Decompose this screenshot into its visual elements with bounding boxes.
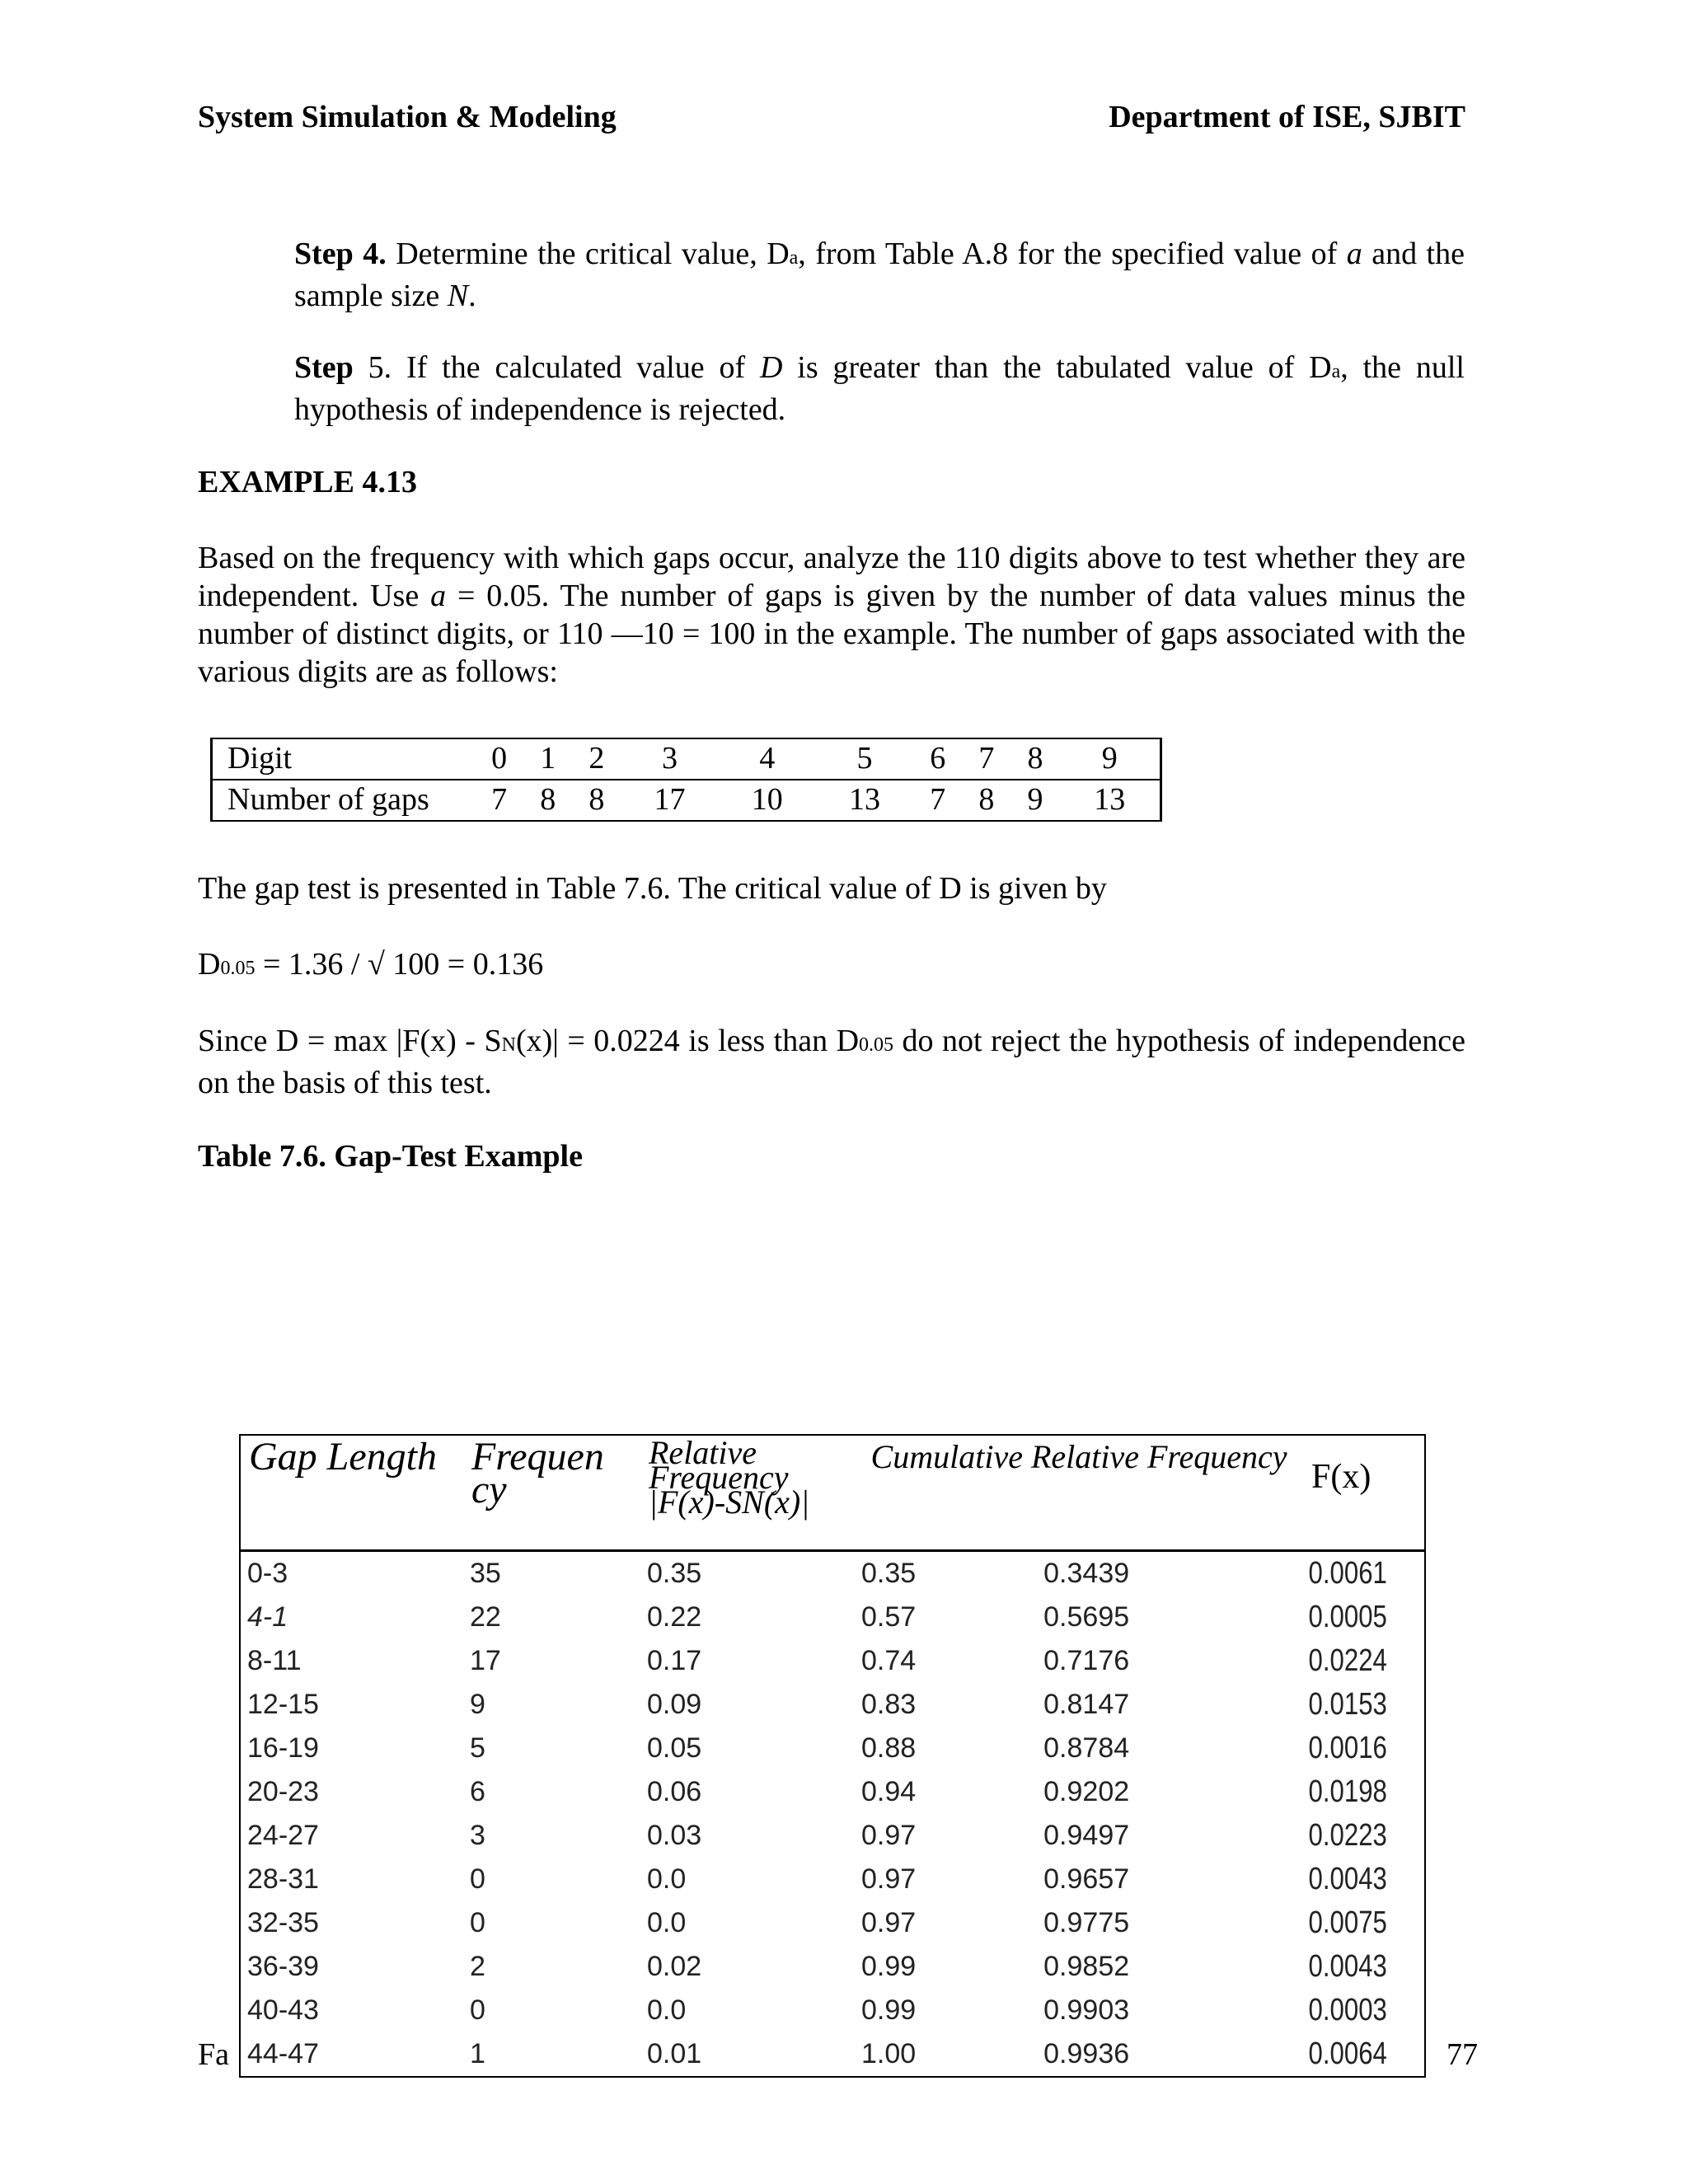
table-cell: 9: [1060, 738, 1161, 780]
table-cell: 13: [816, 780, 913, 821]
table-row: [240, 1989, 1425, 2032]
table-row: [240, 1727, 1425, 1770]
table-cell: 44-47: [240, 2032, 463, 2077]
table-cell: 0.05: [647, 1732, 702, 1764]
table-cell: 0.0005: [1303, 1596, 1403, 1639]
table-cell: 0: [470, 1863, 485, 1895]
table-cell: 7: [962, 738, 1010, 780]
table-cell: 2: [572, 738, 621, 780]
table-row: [240, 1901, 1425, 1945]
table-row: [240, 1639, 1425, 1683]
table-row: [240, 2032, 1425, 2077]
table-row: [240, 1596, 1425, 1639]
step-5-paragraph: Step 5. If the calculated value of D is greater than the tabulated value of Da, the null hypothesis of independence is rejected.: [294, 350, 1465, 427]
row-label: Digit: [212, 738, 476, 780]
table-caption: Table 7.6. Gap-Test Example: [198, 1139, 583, 1174]
table-cell: 36-39: [240, 1945, 463, 1989]
table-cell: 8-11: [240, 1639, 463, 1683]
table-cell: 0.57: [861, 1601, 917, 1633]
table-header-row: [240, 1435, 1425, 1551]
table-cell: 0.99: [861, 1951, 917, 1982]
table-cell: 7: [913, 780, 962, 821]
table-row: [240, 1814, 1425, 1858]
table-cell: 0.97: [861, 1907, 917, 1938]
table-cell: 8: [1010, 738, 1059, 780]
table-row: [240, 1683, 1425, 1727]
table-cell: 0.0: [647, 1907, 687, 1938]
table-cell: 0.97: [861, 1863, 917, 1895]
column-header: Cumulative Relative Frequency: [855, 1435, 1303, 1551]
column-header: Gap Length: [240, 1435, 463, 1551]
table-cell: 0.0016: [1303, 1727, 1403, 1770]
table-cell: 6: [913, 738, 962, 780]
table-cell: 0.01: [640, 2032, 855, 2077]
table-cell: 8: [523, 780, 572, 821]
table-cell: 0.35: [861, 1558, 917, 1589]
table-cell: 2: [470, 1951, 485, 1982]
table-cell: 0.0043: [1303, 1858, 1403, 1901]
table-cell: 0.9936: [1037, 2032, 1303, 2077]
table-cell: 0.0043: [1303, 1945, 1403, 1989]
critical-value-formula: D0.05 = 1.36 / √ 100 = 0.136: [198, 947, 544, 982]
table-cell: 1: [463, 2032, 640, 2077]
table-cell: 0.0061: [1303, 1551, 1403, 1596]
table-cell: 0.0: [647, 1994, 687, 2026]
table-cell: 35: [470, 1558, 501, 1589]
step-4-paragraph: Step 4. Determine the critical value, Da, from Table A.8 for the specified value of a and the sample size N.: [294, 237, 1465, 313]
footer-left: Fa: [198, 2037, 229, 2072]
table-cell: 0.99: [861, 1994, 917, 2026]
table-cell: 0.8784: [1043, 1732, 1130, 1764]
table-cell: 0.9775: [1043, 1907, 1130, 1938]
table-cell: 4: [719, 738, 816, 780]
table-cell: 1: [523, 738, 572, 780]
table-cell: 16-19: [240, 1727, 463, 1770]
table-cell: 0.0003: [1303, 1989, 1403, 2032]
table-cell: 9: [470, 1689, 485, 1720]
table-row: [240, 1858, 1425, 1901]
table-cell: 4-1: [240, 1596, 463, 1639]
table-cell: 0.06: [647, 1776, 702, 1807]
table-cell: 0.9657: [1043, 1863, 1130, 1895]
table-cell: 0.94: [861, 1776, 917, 1807]
table-row: [240, 1945, 1425, 1989]
table-cell: 0: [470, 1907, 485, 1938]
table-cell: 22: [470, 1601, 501, 1633]
table-cell: 17: [621, 780, 718, 821]
table-cell: 0.0153: [1303, 1683, 1403, 1727]
table-cell: 0.0223: [1303, 1814, 1403, 1858]
table-cell: 0.7176: [1043, 1645, 1130, 1676]
table-cell: 0.9202: [1043, 1776, 1130, 1807]
table-cell: 0.22: [647, 1601, 702, 1633]
table-cell: 0: [475, 738, 523, 780]
table-cell: 0.09: [647, 1689, 702, 1720]
table-row: [212, 780, 1161, 821]
table-cell: 0.0198: [1303, 1770, 1403, 1814]
gap-test-table: [239, 1434, 1426, 2078]
table-cell: 28-31: [240, 1858, 463, 1901]
table-cell: 0.17: [647, 1645, 702, 1676]
table-cell: 6: [470, 1776, 485, 1807]
step-5-label: Step: [294, 350, 354, 385]
conclusion-paragraph: Since D = max |F(x) - SN(x)| = 0.0224 is less than D0.05 do not reject the hypothesis of independence on the basis of this test.: [198, 1024, 1466, 1100]
table-cell: 3: [470, 1820, 485, 1851]
table-cell: 7: [475, 780, 523, 821]
table-cell: 0.97: [861, 1820, 917, 1851]
table-row: [212, 738, 1161, 780]
table-cell: 9: [1010, 780, 1059, 821]
column-header: F(x): [1303, 1435, 1425, 1551]
gap-test-sentence: The gap test is presented in Table 7.6. The critical value of D is given by: [198, 871, 1107, 906]
table-cell: 0: [470, 1994, 485, 2026]
header-right: Department of ISE, SJBIT: [1109, 100, 1465, 134]
header-left: System Simulation & Modeling: [198, 100, 617, 134]
table-row: [240, 1770, 1425, 1814]
table-cell: 32-35: [240, 1901, 463, 1945]
table-cell: 17: [470, 1645, 501, 1676]
table-cell: 8: [962, 780, 1010, 821]
column-header: Relative Frequency |F(x)-SN(x)|: [640, 1435, 855, 1551]
table-cell: 0.8147: [1043, 1689, 1130, 1720]
table-cell: 0.35: [647, 1558, 702, 1589]
table-cell: 40-43: [240, 1989, 463, 2032]
table-cell: 0.03: [647, 1820, 702, 1851]
table-cell: 0.74: [861, 1645, 917, 1676]
page-number: 77: [1447, 2037, 1478, 2072]
table-cell: 5: [470, 1732, 485, 1764]
table-cell: 0.9497: [1043, 1820, 1130, 1851]
table-cell: 3: [621, 738, 718, 780]
table-cell: 0.88: [861, 1732, 917, 1764]
table-cell: 12-15: [240, 1683, 463, 1727]
table-cell: 0.83: [861, 1689, 917, 1720]
table-cell: 5: [816, 738, 913, 780]
table-cell: 0.0224: [1303, 1639, 1403, 1683]
table-cell: 13: [1060, 780, 1161, 821]
table-cell: 0.9903: [1043, 1994, 1130, 2026]
step-4-label: Step 4.: [294, 237, 387, 271]
table-cell: 0.3439: [1043, 1558, 1130, 1589]
table-cell: 1.00: [855, 2032, 1037, 2077]
table-cell: 0.02: [647, 1951, 702, 1982]
table-cell: 0-3: [240, 1551, 463, 1596]
row-label: Number of gaps: [212, 780, 476, 821]
table-cell: 0.9852: [1043, 1951, 1130, 1982]
table-row: [240, 1551, 1425, 1596]
column-header: Frequen cy: [463, 1435, 640, 1551]
example-paragraph: Based on the frequency with which gaps occur, analyze the 110 digits above to test whether they are independent. Use a = 0.05. The number of gaps is given by the number of data values minus the number of distinct digits, or 110 —10 = 100 in the example. The number of gaps associated with the various digits are as follows:: [198, 541, 1465, 689]
table-cell: 0.0075: [1303, 1901, 1403, 1945]
table-cell: 10: [719, 780, 816, 821]
digit-gap-count-table: [210, 738, 1162, 822]
example-heading: EXAMPLE 4.13: [198, 465, 417, 499]
table-cell: 0.0: [647, 1863, 687, 1895]
table-cell: 0.5695: [1043, 1601, 1130, 1633]
table-cell: 24-27: [240, 1814, 463, 1858]
table-cell: 8: [572, 780, 621, 821]
table-cell: 20-23: [240, 1770, 463, 1814]
table-cell: 0.0064: [1303, 2032, 1403, 2077]
